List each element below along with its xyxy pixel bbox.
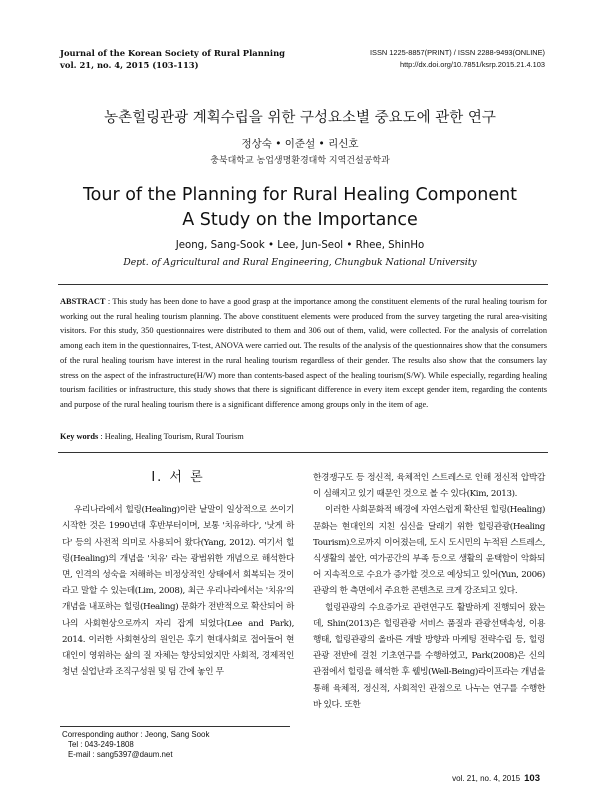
corresponding-tel: Tel : 043-249-1808 xyxy=(68,740,134,750)
english-title xyxy=(0,183,600,233)
page-number: 103 xyxy=(524,773,540,784)
corresponding-author-name: Corresponding author : Jeong, Sang Sook xyxy=(62,730,210,739)
korean-authors: 정상숙 • 이준설 • 리신호 xyxy=(241,138,359,150)
issn: ISSN 1225-8857(PRINT) / ISSN 2288-9493(ONLINE) xyxy=(370,48,545,57)
page-footer xyxy=(452,773,540,784)
corresponding-email[interactable]: E-mail : sang5397@daum.net xyxy=(68,750,173,760)
english-title-line1: Tour of the Planning for Rural Healing Component xyxy=(82,185,518,205)
journal-volume: vol. 21, no. 4, 2015 (103-113) xyxy=(60,60,199,71)
section-heading: I. 서 론 xyxy=(151,470,205,485)
english-authors: Jeong, Sang-Sook • Lee, Jun-Seol • Rhee, ShinHo xyxy=(175,240,425,251)
keywords-label: Key words xyxy=(60,432,99,441)
english-title-line2: A Study on the Importance xyxy=(182,210,418,230)
english-affiliation: Dept. of Agricultural and Rural Engineering, Chungbuk National University xyxy=(123,257,477,268)
right-column xyxy=(313,470,545,713)
right-paragraph-1: 한경쟁구도 등 정신적, 육체적인 스트레스로 인해 정신적 압박감이 심해지고 있기 때문인 것으로 볼 수 있다(Kim, 2013). xyxy=(313,473,545,500)
footer-issue: vol. 21, no. 4, 2015 xyxy=(452,774,521,783)
issn-header xyxy=(370,47,545,71)
abstract-top-rule xyxy=(58,284,548,285)
journal-name: Journal of the Korean Society of Rural Planning xyxy=(60,48,286,58)
korean-title: 농촌힐링관광 계획수립을 위한 구성요소별 중요도에 관한 연구 xyxy=(104,110,496,126)
right-paragraph-2: 이러한 사회문화적 배경에 자연스럽게 확산된 힐링(Healing)문화는 현대인의 지친 심신을 달래기 위한 힐링관광(Healing Tourism)으로까지 이어졌는데, 도시 도시민의 누적된 스트레스, 식생활의 불안, 여가공간의 부족 등으로 생활의 윤택함이 악화되어 지속적으로 수요가 증가할 것으로 예상되고 있어(Yun, 2006) 관광의 한 측면에서 주요한 콘텐츠로 크게 강조되고 있다. xyxy=(313,505,545,597)
keywords-bottom-rule xyxy=(58,452,548,453)
footnote-rule xyxy=(60,726,290,727)
abstract xyxy=(60,295,547,413)
journal-header xyxy=(60,47,285,71)
abstract-label: ABSTRACT xyxy=(60,297,106,306)
corresponding-author xyxy=(62,730,209,761)
left-column xyxy=(62,470,294,680)
doi-link[interactable]: http://dx.doi.org/10.7851/ksrp.2015.21.4.103 xyxy=(399,60,545,70)
keywords-text: : Healing, Healing Tourism, Rural Tourism xyxy=(98,432,244,441)
korean-affiliation: 충북대학교 농업생명환경대학 지역건설공학과 xyxy=(210,156,390,166)
abstract-text: : This study has been done to have a good grasp at the importance among the constituent elements of the rural healing tourism for working out the rural healing tourism planning. The above constituent elements were produced from the survey targeting the rural area-visiting visitors. For this study, 350 questionnaires were distributed to them and 306 out of them, valid, were collected. For the analysis of correlation among each item in the questionnaires, T-test, ANOVA were carried out. The results of the analysis of the questionnaires show that the consumers of the rural healing tourism have interest in the rural healing tourism regardless of their gender. The results also show that the consumers lay stress on the aspect of the infrastructure(H/W) more than contents-based aspect of the healing tourism(S/W). While especially, regarding healing tourism facilities or infrastructure, this study shows that there is significant difference in every item except gender item, regarding the contents and purpose of the rural healing tourism there is a significant difference among groups only in the item of age. xyxy=(60,297,547,409)
left-paragraph: 우리나라에서 힐링(Healing)이란 낱말이 일상적으로 쓰이기 시작한 것은 1990년대 후반부터이며, 보통 '치유하다', '낫게 하다' 등의 사전적 의미로 사용되어 왔다(Yang, 2012). 여기서 힐링(Healing)의 개념을 '치유' 라는 광범위한 개념으로 해석한다면, 인격의 성숙을 저해하는 비정상적인 상태에서 회복되는 것이라고 말할 수 있는데(Lim, 2008), 최근 우리나라에서는 '치유'의 개념을 내포하는 힐링(Healing) 문화가 전반적으로 확산되어 하나의 사회현상으로까지 자리 잡게 되었다(Lee and Park), 2014. 이러한 사회현상의 원인은 후기 현대사회로 접어들어 현대인이 영위하는 삶의 질 자체는 향상되었지만 사회적, 경제적인 청년 실업난과 조직구성원 및 팀 간에 놓인 무 xyxy=(62,505,294,678)
keywords xyxy=(60,432,244,441)
right-paragraph-3: 힐링관광의 수요증가로 관련연구도 활발하게 진행되어 왔는데, Shin(2013)은 힐링관광 서비스 품질과 관광선택속성, 이용행태, 힐링관광의 올바른 개발 방향과 마케팅 전략수립 등, 힐링관광 전반에 걸친 기초연구를 수행하였고, Park(2008)은 신의 관점에서 힐링을 해석한 후 웰빙(Well-Being)라이프라는 개념을 통해 육체적, 정신적, 사회적인 관점으로 나누는 연구를 수행한 바 있다. 또한 xyxy=(313,602,545,710)
